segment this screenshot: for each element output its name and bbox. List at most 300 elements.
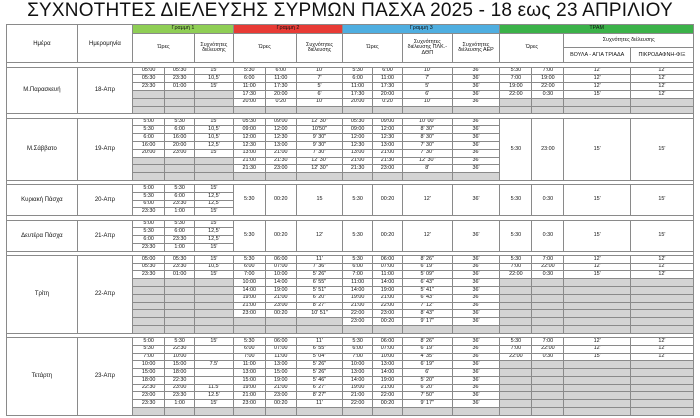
line2-cell: 21:00: [233, 157, 265, 165]
line2-cell: 12:30: [265, 134, 296, 142]
line3-cell: 8' 26'': [402, 337, 452, 345]
tram-cell: 0:30: [532, 353, 564, 361]
line3-cell: 10:00: [343, 361, 373, 369]
tram-cell: 15': [564, 220, 630, 251]
line2-cell: 21:00: [265, 384, 296, 392]
line1-cell: 23:00: [133, 392, 165, 400]
line2-cell: 23:00: [265, 302, 296, 310]
line3-cell: 12:00: [373, 126, 403, 134]
line2-cell: 5' 04'': [296, 353, 342, 361]
tram-cell: 12': [564, 75, 630, 83]
tram-cell: 12': [630, 345, 693, 353]
line1-cell: 6:00: [133, 134, 165, 142]
line1-cell: 22:30: [165, 376, 195, 384]
line3-cell: 19:00: [343, 384, 373, 392]
day-date-cell: 19-Απρ: [77, 118, 132, 180]
line1-cell: 5:30: [165, 118, 195, 126]
tram-cell: [564, 408, 630, 416]
line2-cell: 8' 27'': [296, 302, 342, 310]
tram-cell: 12': [630, 271, 693, 279]
line1-cell: 20:00: [165, 141, 195, 149]
line1-cell: 22:30: [165, 345, 195, 353]
line3-cell: [452, 408, 500, 416]
line1-cell: 12,5': [195, 192, 234, 200]
line3-cell: 36': [452, 337, 500, 345]
header-tram: ΤΡΑΜ: [500, 25, 694, 34]
line2-cell: 09:00: [233, 126, 265, 134]
line3-cell: 6': [402, 90, 452, 98]
header-freq-aer: Συχνότητες διέλευσης ΑΕΡ: [452, 33, 500, 63]
table-row: [7, 337, 694, 345]
tram-cell: 5:30: [500, 67, 532, 75]
line3-cell: 7' 30'': [402, 141, 452, 149]
line3-cell: 7' 50'': [402, 392, 452, 400]
tram-cell: [532, 287, 564, 295]
tram-cell: [500, 369, 532, 377]
line1-cell: [195, 325, 234, 333]
line3-cell: 8' 26'': [402, 255, 452, 263]
line2-cell: 07:00: [265, 263, 296, 271]
line1-cell: 20:00: [133, 149, 165, 157]
line1-cell: [195, 157, 234, 165]
line2-cell: [296, 106, 342, 114]
line2-cell: 21:00: [233, 302, 265, 310]
line1-cell: [195, 98, 234, 106]
day-name-cell: Τετάρτη: [7, 337, 78, 415]
line1-cell: 6:00: [165, 126, 195, 134]
line1-cell: 1:00: [165, 243, 195, 251]
line2-cell: 19:00: [233, 384, 265, 392]
line3-cell: 36': [452, 220, 500, 251]
line3-cell: 36': [452, 294, 500, 302]
tram-cell: [630, 294, 693, 302]
tram-cell: 5:30: [500, 185, 532, 216]
line1-cell: 23:30: [165, 263, 195, 271]
line2-cell: 12:00: [233, 134, 265, 142]
tram-cell: [532, 392, 564, 400]
line2-cell: [265, 325, 296, 333]
line1-cell: [133, 408, 165, 416]
line2-cell: 10' 51'': [296, 310, 342, 318]
tram-cell: [630, 318, 693, 326]
line1-cell: 11.5': [195, 384, 234, 392]
line2-cell: 6:00: [233, 75, 265, 83]
line2-cell: [296, 325, 342, 333]
line1-cell: 23:30: [165, 392, 195, 400]
line2-cell: 12:00: [265, 126, 296, 134]
line1-cell: 23:30: [133, 271, 165, 279]
header-line-1: Γραμμή 1: [133, 25, 234, 34]
line3-cell: 13:00: [343, 369, 373, 377]
line3-cell: 6' 20'': [402, 384, 452, 392]
line3-cell: 5': [402, 83, 452, 91]
tram-cell: 15': [564, 353, 630, 361]
header-freq-plk: Συχνότητες διέλευσης ΠΛΚ.-ΔΘΠ: [402, 33, 452, 63]
line1-cell: 23:30: [133, 400, 165, 408]
line1-cell: [165, 173, 195, 181]
line3-cell: 5:30: [343, 337, 373, 345]
line2-cell: 23:00: [265, 392, 296, 400]
line1-cell: [133, 90, 165, 98]
line1-cell: 15': [195, 83, 234, 91]
line2-cell: 13:00: [265, 361, 296, 369]
tram-cell: 15': [630, 220, 693, 251]
line1-cell: 5:30: [133, 228, 165, 236]
header-line-2: Γραμμή 2: [233, 25, 343, 34]
line1-cell: 12,5': [195, 141, 234, 149]
tram-cell: [630, 310, 693, 318]
tram-cell: [564, 98, 630, 106]
line1-cell: 15': [195, 220, 234, 228]
line3-cell: 21:00: [343, 392, 373, 400]
line2-cell: 09:00: [265, 118, 296, 126]
line3-cell: 36': [452, 361, 500, 369]
line3-cell: 10' 00'': [402, 118, 452, 126]
tram-cell: 15': [630, 185, 693, 216]
line1-cell: [165, 165, 195, 173]
line3-cell: 36': [452, 141, 500, 149]
line2-cell: 14:00: [265, 279, 296, 287]
line3-cell: 36': [452, 400, 500, 408]
line3-cell: 36': [452, 392, 500, 400]
tram-cell: [532, 325, 564, 333]
tram-cell: [500, 384, 532, 392]
header-freq-line-1: Συχνότητες διέλευσης: [195, 33, 234, 63]
line2-cell: [265, 106, 296, 114]
line2-cell: [233, 408, 265, 416]
tram-cell: 5:30: [500, 118, 532, 180]
line2-cell: 8' 27'': [296, 392, 342, 400]
line3-cell: 5:30: [343, 185, 373, 216]
day-name-cell: Κυριακή Πάσχα: [7, 185, 78, 216]
line1-cell: [195, 408, 234, 416]
line1-cell: [133, 157, 165, 165]
tram-cell: 7:00: [532, 255, 564, 263]
tram-cell: [564, 361, 630, 369]
line2-cell: 11': [296, 400, 342, 408]
line2-cell: 23:00: [233, 310, 265, 318]
line2-cell: 6' 27'': [296, 384, 342, 392]
line3-cell: [373, 106, 403, 114]
line1-cell: 15': [195, 400, 234, 408]
line2-cell: 00:20: [265, 220, 296, 251]
line3-cell: 11:00: [343, 83, 373, 91]
line1-cell: [195, 345, 234, 353]
line3-cell: 21:00: [373, 384, 403, 392]
line3-cell: 36': [452, 353, 500, 361]
line1-cell: [133, 106, 165, 114]
line1-cell: [165, 325, 195, 333]
table-row: [7, 67, 694, 75]
line3-cell: 5:30: [343, 220, 373, 251]
line3-cell: 36': [452, 255, 500, 263]
line3-cell: 5:30: [343, 67, 373, 75]
line3-cell: 00:20: [373, 318, 403, 326]
line1-cell: [165, 98, 195, 106]
line2-cell: 12' 30'': [296, 165, 342, 173]
line1-cell: [165, 310, 195, 318]
tram-cell: [532, 369, 564, 377]
line3-cell: 7' 30'': [402, 149, 452, 157]
line3-cell: [343, 408, 373, 416]
line2-cell: 7:00: [233, 271, 265, 279]
line2-cell: 06:00: [265, 337, 296, 345]
line3-cell: 36': [452, 75, 500, 83]
line1-cell: [133, 318, 165, 326]
line1-cell: 05:00: [133, 67, 165, 75]
line2-cell: 12' 30'': [296, 118, 342, 126]
line3-cell: 22:00: [373, 392, 403, 400]
header-tram-route-1: ΒΟΥΛΑ - ΑΓΙΑ ΤΡΙΑΔΑ: [564, 48, 630, 63]
schedule-table: [6, 24, 694, 416]
line2-cell: 15: [296, 185, 342, 216]
tram-cell: [630, 376, 693, 384]
tram-cell: 22:00: [532, 263, 564, 271]
line2-cell: 06:00: [265, 255, 296, 263]
line1-cell: 5:30: [165, 185, 195, 193]
line1-cell: 23:00: [165, 149, 195, 157]
line3-cell: 36': [452, 271, 500, 279]
tram-cell: [564, 400, 630, 408]
header-day: Ημέρα: [7, 25, 78, 63]
line2-cell: 6' 20'': [296, 294, 342, 302]
line1-cell: 15': [195, 67, 234, 75]
line2-cell: 9' 30'': [296, 141, 342, 149]
line1-cell: 10:00: [165, 353, 195, 361]
line1-cell: [165, 302, 195, 310]
line2-cell: [233, 318, 265, 326]
line3-cell: [343, 106, 373, 114]
line3-cell: 6:00: [343, 345, 373, 353]
line1-cell: [165, 106, 195, 114]
tram-cell: [500, 318, 532, 326]
tram-cell: 22:00: [532, 83, 564, 91]
header-hours-line-2: Ώρες: [233, 33, 296, 63]
tram-cell: 7:00: [500, 345, 532, 353]
line2-cell: 11:00: [265, 75, 296, 83]
line1-cell: [165, 90, 195, 98]
tram-cell: [564, 392, 630, 400]
tram-cell: 22:00: [500, 271, 532, 279]
line1-cell: 12.5': [195, 392, 234, 400]
tram-cell: 7:00: [532, 67, 564, 75]
day-date-cell: 23-Απρ: [77, 337, 132, 415]
line1-cell: 12,5': [195, 200, 234, 208]
line2-cell: 19:00: [233, 294, 265, 302]
line2-cell: [265, 173, 296, 181]
line1-cell: 6:00: [133, 236, 165, 244]
tram-cell: [564, 287, 630, 295]
tram-cell: 7:00: [500, 263, 532, 271]
line3-cell: 6:00: [343, 263, 373, 271]
tram-cell: 19:00: [532, 75, 564, 83]
line1-cell: 5:30: [133, 345, 165, 353]
tram-cell: [630, 400, 693, 408]
line2-cell: 07:00: [265, 345, 296, 353]
header-hours-tram: Ώρες: [500, 33, 564, 63]
line1-cell: 12,5': [195, 228, 234, 236]
line3-cell: 9' 17'': [402, 318, 452, 326]
line1-cell: [133, 279, 165, 287]
line2-cell: 13:00: [265, 141, 296, 149]
line1-cell: 15': [195, 271, 234, 279]
line1-cell: 22:30: [133, 384, 165, 392]
line3-cell: 11:00: [343, 279, 373, 287]
tram-cell: [630, 392, 693, 400]
line1-cell: 1:00: [165, 208, 195, 216]
line1-cell: [195, 353, 234, 361]
line3-cell: 6' 19'': [402, 263, 452, 271]
line3-cell: 19:00: [343, 294, 373, 302]
line1-cell: [195, 376, 234, 384]
line3-cell: 23:00: [373, 310, 403, 318]
line2-cell: 0:20: [265, 98, 296, 106]
line2-cell: 11:00: [233, 83, 265, 91]
line3-cell: 6' 43'': [402, 279, 452, 287]
line1-cell: 23:30: [165, 236, 195, 244]
tram-cell: [500, 279, 532, 287]
line3-cell: 17:30: [373, 83, 403, 91]
line3-cell: 6' 19'': [402, 361, 452, 369]
line1-cell: 01:00: [165, 83, 195, 91]
line2-cell: 11:00: [233, 361, 265, 369]
tram-cell: 12': [630, 255, 693, 263]
header-date: Ημερομηνία: [77, 25, 132, 63]
line3-cell: 19:00: [373, 376, 403, 384]
line2-cell: 6': [296, 90, 342, 98]
line3-cell: 12' 30'': [402, 157, 452, 165]
line2-cell: [233, 173, 265, 181]
line3-cell: 5' 09'': [402, 271, 452, 279]
tram-cell: 12': [564, 337, 630, 345]
line2-cell: 00:20: [265, 310, 296, 318]
line2-cell: 21:30: [265, 157, 296, 165]
day-date-cell: 22-Απρ: [77, 255, 132, 333]
line1-cell: 10,5': [195, 126, 234, 134]
line3-cell: 6' 43'': [402, 294, 452, 302]
line2-cell: 7' 30'': [296, 149, 342, 157]
line2-cell: 13:00: [233, 369, 265, 377]
day-name-cell: Μ.Σάββατο: [7, 118, 78, 180]
line1-cell: 05:30: [133, 75, 165, 83]
line3-cell: 36': [452, 302, 500, 310]
tram-cell: [500, 106, 532, 114]
tram-cell: 12': [564, 263, 630, 271]
line3-cell: [373, 173, 403, 181]
line1-cell: [133, 165, 165, 173]
line2-cell: 13:00: [233, 149, 265, 157]
tram-cell: 12': [630, 67, 693, 75]
line3-cell: 6' 19'': [402, 345, 452, 353]
line3-cell: 22:00: [343, 400, 373, 408]
tram-cell: [532, 310, 564, 318]
line2-cell: [296, 173, 342, 181]
line3-cell: 5:30: [343, 255, 373, 263]
line3-cell: 21:00: [373, 149, 403, 157]
line2-cell: 6:00: [233, 263, 265, 271]
line1-cell: 5:00: [133, 220, 165, 228]
line3-cell: 00:20: [373, 220, 403, 251]
tram-cell: [564, 310, 630, 318]
line1-cell: 05:00: [133, 255, 165, 263]
line3-cell: 36': [452, 165, 500, 173]
line1-cell: 15': [195, 243, 234, 251]
tram-cell: 12': [630, 263, 693, 271]
line1-cell: 16:00: [165, 134, 195, 142]
line3-cell: 11:00: [373, 271, 403, 279]
tram-cell: 15': [564, 271, 630, 279]
line3-cell: 14:00: [343, 376, 373, 384]
line3-cell: 36': [452, 376, 500, 384]
line3-cell: 10:00: [373, 353, 403, 361]
tram-cell: [564, 384, 630, 392]
tram-cell: 12': [630, 90, 693, 98]
line1-cell: [133, 310, 165, 318]
line2-cell: 15:00: [233, 376, 265, 384]
tram-cell: [500, 294, 532, 302]
tram-cell: [630, 279, 693, 287]
line3-cell: 21:30: [343, 165, 373, 173]
line1-cell: [165, 279, 195, 287]
line3-cell: 07:00: [373, 263, 403, 271]
line3-cell: 21:30: [373, 157, 403, 165]
tram-cell: [500, 310, 532, 318]
line1-cell: 23:30: [165, 200, 195, 208]
tram-cell: [500, 408, 532, 416]
line3-cell: 06:00: [373, 255, 403, 263]
line2-cell: 10': [296, 98, 342, 106]
line2-cell: 5' 26'': [296, 361, 342, 369]
line2-cell: [233, 325, 265, 333]
tram-cell: [532, 294, 564, 302]
line1-cell: 5:30: [133, 126, 165, 134]
line1-cell: 5:30: [133, 192, 165, 200]
line2-cell: 5': [296, 83, 342, 91]
line2-cell: 21:00: [265, 149, 296, 157]
line1-cell: 23:00: [165, 384, 195, 392]
line3-cell: 13:00: [343, 149, 373, 157]
line2-cell: 5' 26'': [296, 369, 342, 377]
line1-cell: 6:00: [165, 192, 195, 200]
line1-cell: [195, 106, 234, 114]
line3-cell: 06:00: [373, 337, 403, 345]
line3-cell: 8' 30'': [402, 126, 452, 134]
line3-cell: 7' 12'': [402, 302, 452, 310]
tram-cell: [630, 302, 693, 310]
line3-cell: 21:00: [343, 157, 373, 165]
line3-cell: [452, 106, 500, 114]
tram-cell: [564, 376, 630, 384]
line2-cell: [296, 318, 342, 326]
line3-cell: 23:00: [373, 165, 403, 173]
tram-cell: [532, 361, 564, 369]
line2-cell: 11': [296, 337, 342, 345]
line1-cell: [165, 294, 195, 302]
tram-cell: [500, 98, 532, 106]
day-name-cell: Μ.Παρασκευή: [7, 67, 78, 114]
tram-cell: 0:30: [532, 271, 564, 279]
line2-cell: 5:30: [233, 255, 265, 263]
line3-cell: 36': [452, 90, 500, 98]
table-row: [7, 118, 694, 126]
line3-cell: 36': [452, 149, 500, 157]
tram-cell: [630, 106, 693, 114]
line3-cell: 0:20: [373, 98, 403, 106]
line1-cell: 18:00: [133, 376, 165, 384]
line1-cell: 23:30: [165, 75, 195, 83]
line1-cell: [165, 408, 195, 416]
tram-cell: 22:00: [532, 345, 564, 353]
